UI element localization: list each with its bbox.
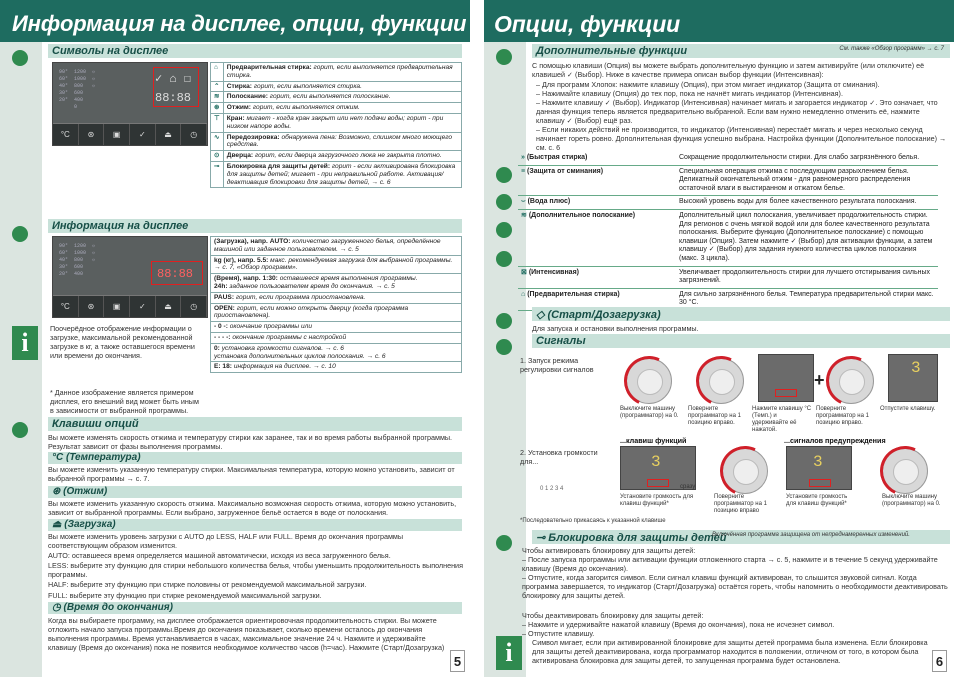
caption-step: Отпустите клавишу. [880,406,936,412]
lock-activate-step-2: – Отпустите, когда загорится символ. Если сигнал клавиш функций активирован, то слышится звуковой сигнал. Когда программа завершается, то индикатор (Старт/Дозагрузка) остаётся гореть, чтобы напомнить о необходимости деактивировать блокировку для защиты детей. [522,573,948,600]
add-step-1: – Для программ Хлопок: нажмите клавишу (Опция), при этом мигает индикатор (Защита от сминания). [536,80,880,89]
load-text: Вы можете изменить уровень загрузки с AUTO до LESS, HALF или FULL. Время до окончания программы соответствующим образом изменится. [48,532,403,550]
signals-heading: Сигналы [532,334,950,348]
section-bullet [496,222,512,238]
display-highlight [151,261,203,285]
caption-step: Установите громкость для клавиш функций* [786,494,848,507]
caption-step: Поверните программатор на 1 позицию вправо. [688,406,741,426]
signals-step-1: 1. Запуск режима регулировки сигналов [520,356,594,374]
spine [470,0,484,677]
function-keys-label: ...клавиш функций [620,436,687,445]
dial-pos3 [722,448,768,494]
symbol-row: ≋ Полоскание: горит, если выполняется полоскание. [211,92,462,103]
caption-step: Нажмите клавишу °C (Темп.) и удерживайте её нажатой. [752,406,812,433]
info-row: kg (кг), напр. 5.5: макс. рекомендуемая загрузка для выбранной программы. → c. 7, «Обзор программ». [211,255,462,274]
dial-off-end [882,448,928,494]
end-time-heading: ◷ (Время до окончания) [48,602,462,614]
info-row: (Загрузка), напр. AUTO: количество загруженного белья, определённое машиной или заданное пользователем. → c. 5 [211,237,462,256]
section-symbols-heading: Символы на дисплее [48,44,462,58]
symbol-row: ⊛ Отжим: горит, если выполняется отжим. [211,103,462,114]
symbol-row: ⊙ Дверца: горит, если дверца загрузочного люка не закрыта плотно. [211,151,462,162]
plus-icon: + [814,370,825,390]
display-panel-symbols [52,62,208,146]
left-page [0,0,470,677]
symbol-row: ⌂ Предварительная стирка: горит, если выполняется предварительная стирка. [211,63,462,82]
option-buttons-row [53,123,207,145]
section-bullet [496,251,512,267]
option-button[interactable]: ▣ [104,124,130,145]
functions-table [518,152,938,311]
dial-off [626,358,672,404]
info-row: OPEN: горит, если можно открыть дверцу (когда программа приостановлена). [211,303,462,322]
temp-button[interactable]: °C [53,124,79,145]
add-step-3: – Нажмите клавишу ✓ (Выбор). Индикатор (Интенсивная) начинает мигать и загорается индикатор ✓. Это означает, что данная функция теперь является предварительно выбранной. Если вам нужно немедленно отменить её, нажмите клавишу ✓ (Выбор) ещё раз. [536,98,938,125]
info-row: PAUS: горит, если программа приостановлена. [211,292,462,303]
extra-rinse-icon: ≋ [521,211,529,219]
caption-step: Установите громкость для клавиш функций* [620,494,694,507]
add-intro: С помощью клавиши (Опция) вы можете выбрать дополнительную функцию и затем активируйте (или отключите) её клавишей ✓ (Выбор). Ниже в качестве примера описан выбор функции (Интенсивная): [532,61,925,79]
display-temp-key [758,354,814,402]
info-icon: i [496,636,522,670]
start-heading: ◇ (Старт/Дозагрузка) [532,307,950,321]
lock-note: Символ мигает, если при активированной блокировке для защиты детей программа была изменена. Если блокировка для защиты детей деактивирована, когда программатор находится в положении, отличном от того, в котором была активирована блокировка для защиты детей, то запущенная программа будет остановлена. [532,638,928,665]
wash-icon: ⌃ [211,81,224,92]
function-row: ⌣ (Вода плюс) Высокий уровень воды для более качественного результата полоскания. [518,196,938,210]
select-button[interactable]: ✓ [130,296,156,317]
select-button[interactable]: ✓ [130,124,156,145]
display-warning-volume: 3 [786,446,852,490]
section-info-heading: Информация на дисплее [48,219,462,233]
door-icon: ⊙ [211,151,224,162]
end-time-button[interactable]: ◷ [181,296,207,317]
load-button[interactable]: ⏏ [156,124,182,145]
anticrease-icon: ≡ [521,167,528,175]
page-number: 6 [932,650,947,672]
add-step-2: – Нажимайте клавишу (Опция) до тех пор, пока не начнёт мигать индикатор (Интенсивная). [536,89,843,98]
section-bullet [496,49,512,65]
intensive-icon: ⊠ [521,268,529,276]
option-button[interactable]: ▣ [104,296,130,317]
info-row: - 0 -: окончание программы или [211,322,462,333]
load-heading: ⏏ (Загрузка) [48,519,462,531]
info-table [210,236,462,373]
info-row: 0: установка громкости сигналов. → c. 6 установка дополнительных циклов полоскания. → c. 6 [211,343,462,362]
dial-pos2 [828,358,874,404]
spin-heading: ⊛ (Отжим) [48,486,462,498]
speed-icon: » [521,154,527,161]
symbol-row: ⊸ Блокировка для защиты детей: горит - если активирована блокировка для защиты детей; мигает - при неправильной работе. Активация/деактивация блокировки для защиты детей, → с. 6 [211,161,462,187]
lock-activate-title: Чтобы активировать блокировку для защиты детей: [522,546,696,555]
load-less: LESS: выберите эту функцию для стирки небольшого количества белья, чтобы уменьшить продолжительность выполнения программы. [48,561,463,579]
display-icons-top: ✓ ⌂ ☐ [155,72,192,86]
add-step-4: – Если никаких действий не производится, то индикатор (Интенсивная) перестаёт мигать и через несколько секунд начинает гореть ровно. Дополнительная функция успешно выбрана. Настройка функции (Дополнительное полоскание) → см. с. 6 [536,125,947,152]
section-bullet [12,226,28,242]
right-page [484,0,954,677]
section-bullet [12,422,28,438]
start-icon: ◇ [536,309,548,321]
display-key-volume: 3 [620,446,696,490]
temp-heading: °C (Температура) [48,452,462,464]
function-row: ⊠ (Интенсивная) Увеличивает продолжительность стирки для лучшего отстирывания сильных загрязнений. [518,266,938,288]
display-digits: 88:88 [157,267,194,281]
lock-deactivate-title: Чтобы деактивировать блокировку для защиты детей: [522,611,704,620]
end-time-button[interactable]: ◷ [181,124,207,145]
spin-icon: ⊛ [52,486,64,497]
child-lock-heading: ⊸ Блокировка для защиты детей Включённая программа защищена от непреднамеренных изменений. [532,530,950,544]
caption-step: Выключите машину (программатор) на 0. [882,494,941,507]
caption-note: сразу [680,484,696,490]
tap-icon: ⊤ [211,113,224,132]
child-lock-icon: ⊸ [211,161,224,187]
clock-icon: ◷ [52,602,64,613]
page-number: 5 [450,650,465,672]
display-grid: 90° 1200 ☼ 60° 1000 ☼ 40° 800 ☼ 30° 600 20° 400 0 [59,69,96,110]
option-buttons-row [53,295,207,317]
temp-button[interactable]: °C [53,296,79,317]
overdose-icon: ∿ [211,132,224,151]
load-full: FULL: выберите эту функцию при стирке рекомендуемой максимальной загрузки. [48,591,322,600]
section-bullet [496,167,512,183]
spin-button[interactable]: ⊛ [79,296,105,317]
signals-step-2: 2. Установка громкости для... [520,448,598,466]
function-row: ≋ (Дополнительное полоскание) Дополнительный цикл полоскания, увеличивает продолжительность стирки. Для регионов с очень мягкой водой или для более качественного результата полоскания. Выберите функцию (Дополнительное полоскание) с помощью клавиши (Опция). Затем нажмите ✓ (Выбор) для активации функции, а затем клавишу ✓ (Выбор) для задания нужного количества циклов полоскания (макс. 3 цикла). [518,209,938,266]
display-digits: 88:88 [155,91,192,105]
section-bullet [496,535,512,551]
display-panel-info [52,236,208,318]
page-title: Информация на дисплее, опции, функции [0,0,470,42]
function-row: » (Быстрая стирка) Сокращение продолжительности стирки. Для слабо загрязнённого белья. [518,152,938,165]
function-row: ⌂ (Предварительная стирка) Для сильно загрязнённого белья. Температура предварительной стирки макс. 30 °C. [518,288,938,310]
water-plus-icon: ⌣ [521,198,528,206]
lock-activate-step-1: – После запуска программы или активации функции отложенного старта → с. 5, нажмите и в течение 5 секунд удерживайте клавишу (Время до окончания). [522,555,938,573]
info-row: (Время), напр. 1:30: оставшееся время выполнения программы. 24h: заданное пользователем время до окончания. → c. 5 [211,274,462,293]
dial-pos1 [698,358,744,404]
keys-intro: Вы можете изменять скорость отжима и температуру стирки как заранее, так и во время работы выбранной программы. Результат зависит от фазы выполнения программы. [48,433,453,451]
spin-text: Вы можете изменить указанную скорость отжима. Максимально возможная скорость отжима, которую можно установить, зависит от выбранной программы. Если выбрано, загруженное бельё остается в воде от полоскания. [48,499,457,517]
display-grid: 90° 1200 ☼ 60° 1000 ☼ 40° 800 ☼ 30° 600 20° 400 [59,243,96,277]
volume-scale: 0 1 2 3 4 [540,486,564,492]
page-title: Опции, функции [484,0,954,42]
start-text: Для запуска и остановки выполнения программы. [532,324,699,333]
display-highlight [153,67,199,107]
symbol-row: ∿ Передозировка: обнаружена пена: Возможно, слишком много моющего средства. [211,132,462,151]
prewash-icon: ⌂ [521,290,528,298]
function-row: ≡ (Защита от сминания) Специальная операция отжима с последующим разрыхлением белья. Деликатный окончательный отжим - для равномерного распределения остаточной влаги в выстиранном и отжатом белье. [518,165,938,196]
end-time-text: Когда вы выбираете программу, на дисплее отображается ориентировочная продолжительность стирки. Вы можете отложить начало запуска программы.Время до окончания показывает, сколько времени осталось до окончания выполнения программы. Время устанавливается в часах, максимальное значение 24 ч. Нажмите и удерживайте клавишу (Время до окончания) пока не появится необходимое количество часов (h=час). Нажмите (Старт/Дозагрузка) [48,616,445,652]
caption-step: Поверните программатор на 1 позицию вправо. [816,406,869,426]
signals-footnote: *Последовательно прикасаясь к указанной клавише [520,518,666,524]
display-footnote: * Данное изображение является примером дисплея, его внешний вид может быть иным в зависимости от выбранной программы. [50,388,199,415]
symbol-row: ⊤ Кран: мигает - когда кран закрыт или нет подачи воды; горит - при низком напоре воды. [211,113,462,132]
display-release: 3 [888,354,938,402]
child-lock-icon: ⊸ [536,532,549,544]
spin-icon: ⊛ [211,103,224,114]
rinse-icon: ≋ [211,92,224,103]
see-also-link[interactable]: См. также «Обзор программ» → с. 7 [839,46,944,52]
display-note: Поочерёдное отображение информации о загрузке, максимальной рекомендованной загрузке в кг, а также оставшегося времени или времени до окончания. [50,324,195,360]
caption-step: Выключите машину (программатор) на 0. [620,406,679,419]
caption-step: Поверните программатор на 1 позицию вправо [714,494,767,514]
load-icon: ⏏ [52,519,65,530]
section-add-heading: Дополнительные функции См. также «Обзор программ» → с. 7 [532,44,950,58]
info-icon: i [12,326,38,360]
section-bullet [496,194,512,210]
warning-signals-label: ...сигналов предупреждения [784,436,886,445]
load-button[interactable]: ⏏ [156,296,182,317]
lock-deactivate-step-2: – Отпустите клавишу. [522,629,595,638]
symbol-row: ⌃ Стирка: горит, если выполняется стирка. [211,81,462,92]
info-row: E: 18: информация на дисплее. → c. 10 [211,362,462,373]
lock-deactivate-step-1: – Нажмите и удерживайте нажатой клавишу (Время до окончания), пока не исчезнет символ. [522,620,835,629]
prewash-icon: ⌂ [211,63,224,82]
symbols-table [210,62,462,188]
load-half: HALF: выберите эту функцию при стирке половины от рекомендуемой максимальной загрузки. [48,580,367,589]
section-bullet [496,313,512,329]
section-keys-heading: Клавиши опций [48,417,462,431]
spin-button[interactable]: ⊛ [79,124,105,145]
temp-text: Вы можете изменить указанную температуру стирки. Максимальная температура, которую можно установить, зависит от выбранной программы → c. 7. [48,465,455,483]
info-row: - - - -: окончание программы с настройкой [211,332,462,343]
load-auto: AUTO: оставшееся время определяется машиной автоматически, исходя из веса загруженного белья. [48,551,391,560]
section-bullet [496,339,512,355]
section-bullet [12,50,28,66]
